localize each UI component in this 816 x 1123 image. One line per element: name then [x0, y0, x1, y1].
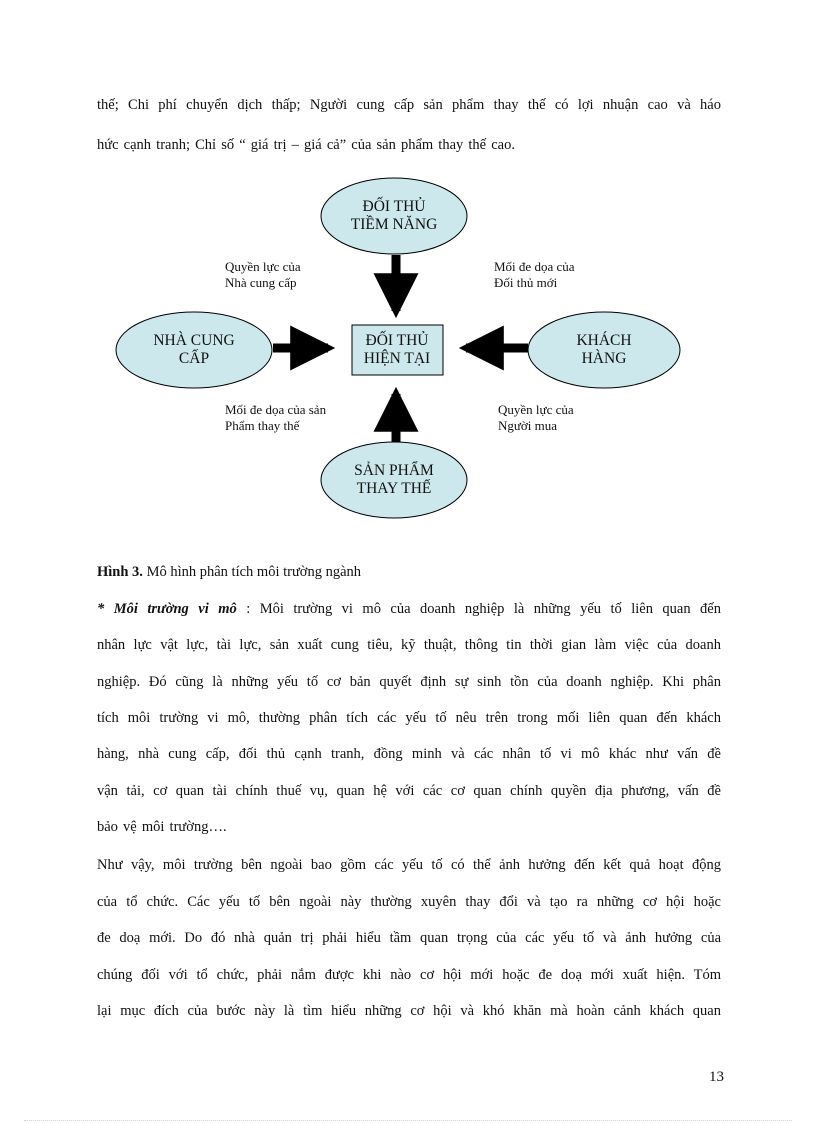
paragraph-external-line-2: của tổ chức. Các yếu tố bên ngoài này thường xuyên thay đổi và tạo ra những cơ hội hoặc: [97, 894, 721, 910]
paragraph-micro-environment-line-2: nhân lực vật lực, tài lực, sản xuất cung tiêu, kỹ thuật, thông tin thời gian làm việc của doanh: [97, 637, 721, 653]
paragraph-external-line-3: đe doạ mới. Do đó nhà quản trị phải hiểu tầm quan trọng của các yếu tố và ảnh hưởng của: [97, 930, 721, 946]
label-new-entrant-threat-line-1: Mối đe dọa của: [494, 259, 575, 274]
node-potential-competitors: [321, 178, 467, 254]
node-center-line-2: HIỆN TẠI: [363, 350, 431, 367]
label-buyer-power-line-1: Quyền lực của: [498, 402, 574, 417]
node-left-line-2: CẤP: [178, 350, 210, 367]
label-buyer-power-line-2: Người mua: [498, 418, 558, 433]
node-right-line-2: HÀNG: [581, 350, 627, 367]
paragraph-micro-environment-line-3: nghiệp. Đó cũng là những yếu tố cơ bản quyết định sự sinh tồn của doanh nghiệp. Khi phân: [97, 674, 721, 690]
node-customers: [528, 312, 680, 388]
label-substitute-threat-line-2: Phẩm thay thế: [225, 418, 300, 433]
micro-environment-line-1-rest: : Môi trường vi mô của doanh nghiệp là những yếu tố liên quan đến: [236, 601, 721, 617]
micro-environment-term: * Môi trường vi mô: [97, 601, 237, 617]
node-center-line-1: ĐỐI THỦ: [365, 332, 429, 349]
node-current-competitors: [352, 325, 443, 375]
label-supplier-power-line-2: Nhà cung cấp: [225, 275, 297, 290]
paragraph-external-line-5: lại mục đích của bước này là tìm hiểu những cơ hội và khó khăn mà hoàn cảnh khách quan: [97, 1003, 721, 1019]
page-number: 13: [709, 1069, 724, 1085]
paragraph-external-line-4: chúng đối với tổ chức, phải nắm được khi nào cơ hội mới hoặc đe doạ mới xuất hiện. Tóm: [97, 967, 721, 983]
figure-caption-label: Hình 3.: [97, 564, 143, 580]
intro-line-1: thế; Chi phí chuyển dịch thấp; Người cung cấp sản phẩm thay thế có lợi nhuận cao và háo: [97, 97, 721, 113]
figure-caption-text: Mô hình phân tích môi trường ngành: [142, 564, 362, 580]
label-supplier-power-line-1: Quyền lực của: [225, 259, 301, 274]
node-top-line-1: ĐỐI THỦ: [362, 198, 426, 215]
node-top-line-2: TIỀM NĂNG: [350, 216, 438, 233]
paragraph-external-line-1: Như vậy, môi trường bên ngoài bao gồm các yếu tố có thể ảnh hưởng đến kết quả hoạt động: [97, 857, 721, 873]
label-new-entrant-threat-line-2: Đối thủ mới: [494, 275, 558, 290]
paragraph-micro-environment-line-5: hàng, nhà cung cấp, đối thủ cạnh tranh, đồng minh và các nhân tố vi mô khác như vấn đề: [97, 746, 721, 762]
node-right-line-1: KHÁCH: [576, 332, 632, 349]
node-bottom-line-2: THAY THẾ: [356, 480, 432, 497]
figure-caption: [97, 563, 361, 581]
paragraph-micro-environment-line-7: bảo vệ môi trường….: [97, 819, 227, 835]
node-suppliers: [116, 312, 272, 388]
footer-dotted-rule: [24, 1120, 792, 1121]
node-substitutes: [321, 442, 467, 518]
label-substitute-threat-line-1: Mối đe dọa của sản: [225, 402, 327, 417]
paragraph-micro-environment-line-6: vận tải, cơ quan tài chính thuế vụ, quan hệ với các cơ quan chính quyền địa phương, vấn đề: [97, 783, 721, 799]
intro-line-2: hức cạnh tranh; Chỉ số “ giá trị – giá cả” của sản phẩm thay thế cao.: [97, 137, 515, 153]
node-left-line-1: NHÀ CUNG: [153, 332, 235, 349]
paragraph-micro-environment-line-1: [97, 600, 721, 618]
paragraph-micro-environment-line-4: tích môi trường vi mô, thường phân tích các yếu tố nêu trên trong mối liên quan đến khách: [97, 710, 721, 726]
node-bottom-line-1: SẢN PHẨM: [354, 462, 434, 479]
five-forces-diagram: [0, 0, 816, 560]
